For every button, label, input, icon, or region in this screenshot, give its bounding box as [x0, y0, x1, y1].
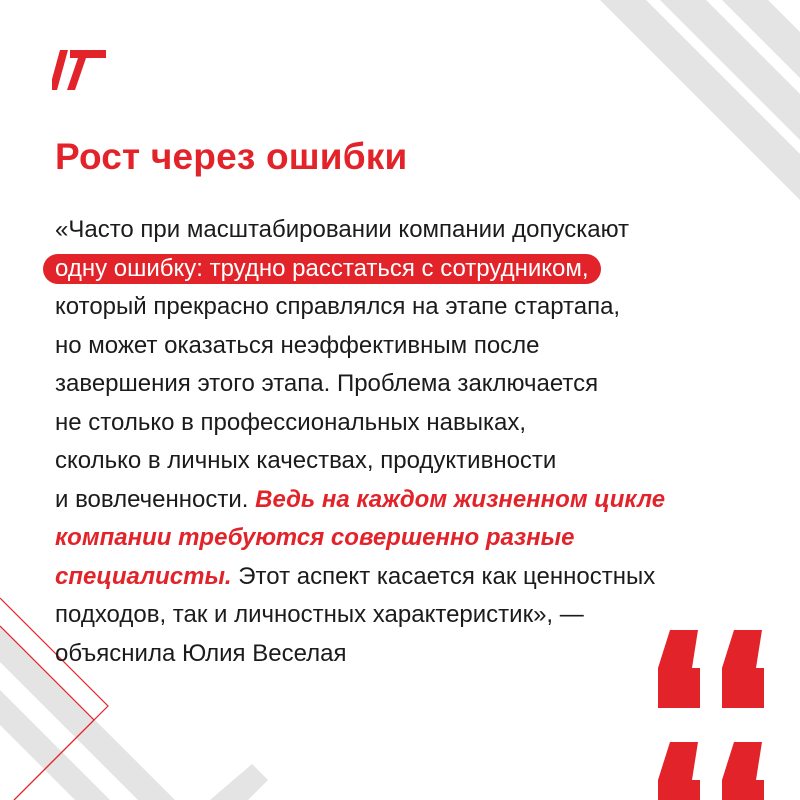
quote-line: но может оказаться неэффективным после	[55, 331, 540, 359]
quote-line-highlighted	[55, 250, 755, 289]
quote-text-plain: Этот аспект касается как ценностных	[231, 562, 656, 590]
quote-line: «Часто при масштабировании компании допускают	[55, 216, 630, 243]
highlight-badge: одну ошибку: трудно расстаться с сотрудником,	[43, 254, 601, 284]
page-title: Рост через ошибки	[55, 136, 408, 177]
quote-text	[55, 211, 755, 673]
quote-author: объяснила Юлия Веселая	[55, 639, 347, 667]
quote-line: сколько в личных качествах, продуктивности	[55, 447, 557, 474]
quote-line: завершения этого этапа. Проблема заключается	[55, 370, 599, 397]
quote-line	[55, 519, 755, 558]
quote-line: не столько в профессиональных навыках,	[55, 408, 526, 436]
quotation-marks-icon	[652, 630, 782, 800]
quote-line	[55, 558, 755, 597]
quote-line	[55, 481, 755, 520]
dg-logo-icon	[52, 50, 108, 90]
quote-emphasis: компании требуются совершенно разные	[55, 524, 575, 551]
quote-emphasis: специалисты.	[55, 562, 232, 590]
quote-text-plain: и вовлеченности.	[55, 485, 256, 513]
quote-emphasis: Ведь на каждом жизненном цикле	[255, 485, 666, 513]
quote-line: который прекрасно справлялся на этапе стартапа,	[55, 293, 621, 320]
quote-line: подходов, так и личностных характеристик», —	[55, 601, 584, 628]
